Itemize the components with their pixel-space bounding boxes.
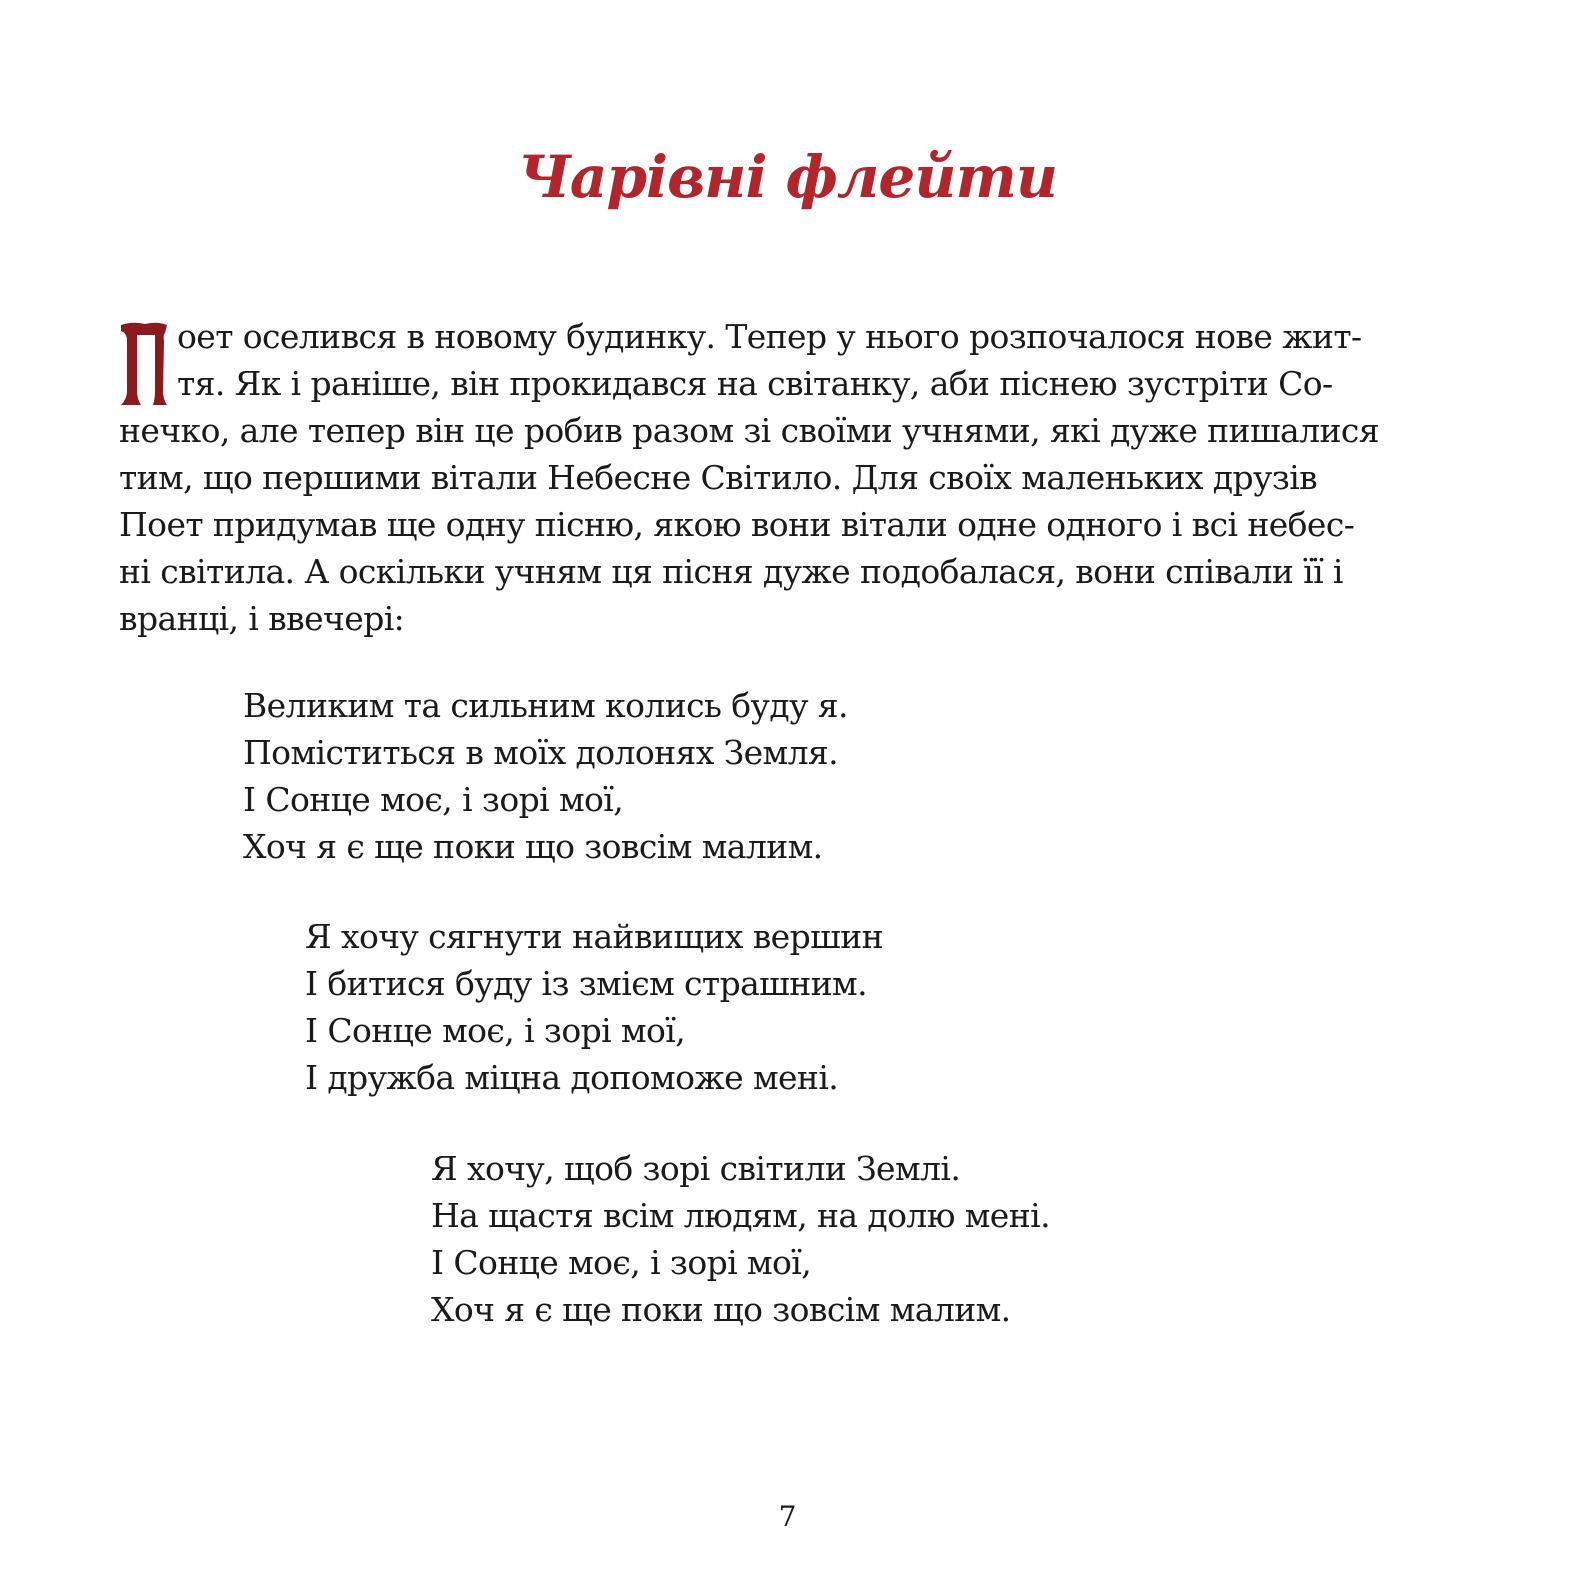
poem-stanza-2	[305, 913, 883, 1101]
verse-line: Великим та сильним колись буду я.	[243, 686, 848, 725]
verse-line: І Сонце моє, і зорі мої,	[431, 1243, 812, 1282]
paragraph-line: оет оселився в новому будинку. Тепер у нього розпочалося нове жит-	[177, 317, 1362, 356]
verse-line: І Сонце моє, і зорі мої,	[243, 780, 624, 819]
paragraph-line: ні світила. А оскільки учням ця пісня дуже подобалася, вони співали її і	[119, 552, 1343, 591]
dropcap-letter-p	[119, 321, 169, 407]
verse-line: І битися буду із змієм страшним.	[305, 964, 868, 1003]
paragraph-line: тим, що першими вітали Небесне Світило. Для своїх маленьких друзів	[119, 458, 1318, 497]
paragraph-line: нечко, але тепер він це робив разом зі своїми учнями, які дуже пишалися	[119, 411, 1379, 450]
verse-line: І дружба міцна допоможе мені.	[305, 1058, 839, 1097]
verse-line: Я хочу, щоб зорі світили Землі.	[431, 1149, 961, 1188]
page-number: 7	[778, 1500, 797, 1533]
page-title: Чарівні флейти	[517, 143, 1058, 211]
story-paragraph	[119, 313, 1451, 642]
poem-stanza-3	[431, 1145, 1050, 1333]
paragraph-line: тя. Як і раніше, він прокидався на світанку, аби піснею зустріти Со-	[177, 364, 1333, 403]
verse-line: Хоч я є ще поки що зовсім малим.	[243, 827, 823, 866]
paragraph-line: вранці, і ввечері:	[119, 599, 405, 638]
verse-line: Я хочу сягнути найвищих вершин	[305, 917, 883, 956]
verse-line: Поміститься в моїх долонях Земля.	[243, 733, 839, 772]
verse-line: Хоч я є ще поки що зовсім малим.	[431, 1290, 1011, 1329]
verse-line: І Сонце моє, і зорі мої,	[305, 1011, 686, 1050]
verse-line: На щастя всім людям, на долю мені.	[431, 1196, 1050, 1235]
paragraph-line: Поет придумав ще одну пісню, якою вони вітали одне одного і всі небес-	[119, 505, 1355, 544]
poem-stanza-1	[243, 682, 848, 870]
